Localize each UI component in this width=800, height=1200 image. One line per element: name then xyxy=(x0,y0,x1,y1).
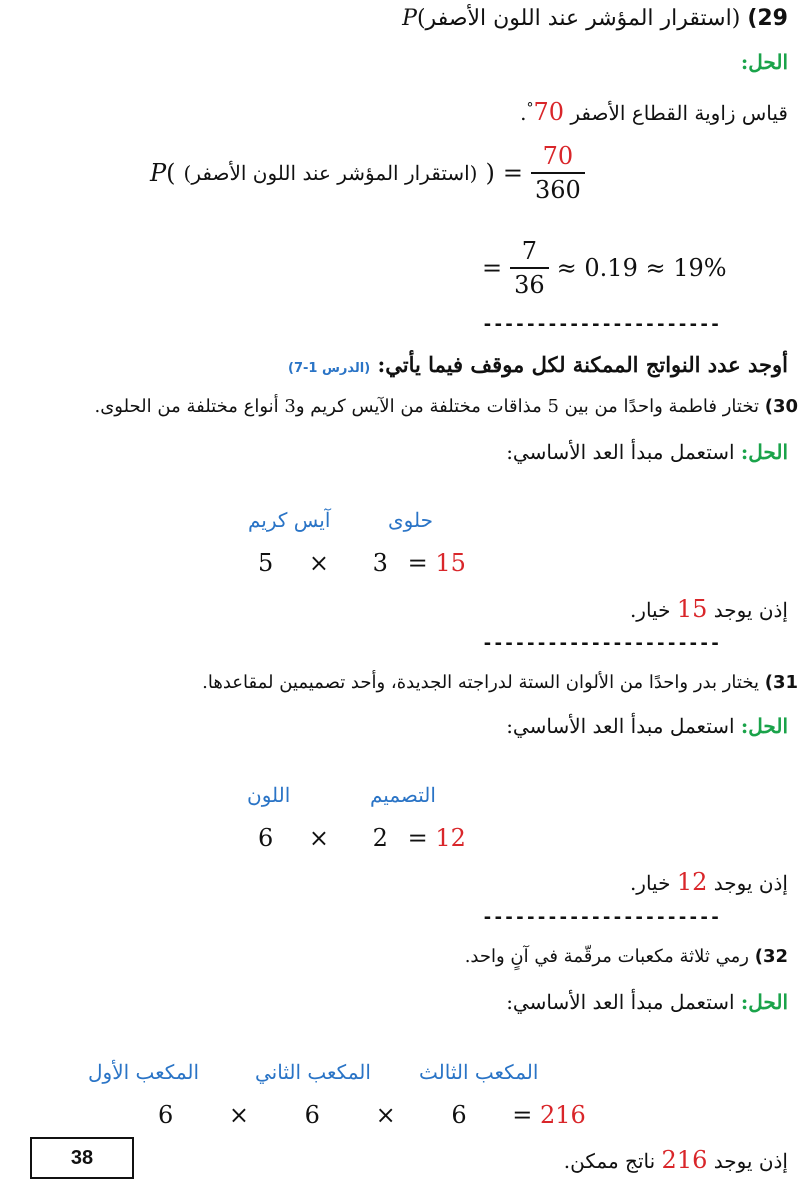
degree-symbol: ° xyxy=(526,100,534,117)
solution-line xyxy=(506,714,788,738)
problem-30-statement xyxy=(94,396,798,417)
solution-label: الحل: xyxy=(740,714,788,738)
times-sign: × xyxy=(308,824,330,852)
approximation: ≈ 0.19 ≈ 19% xyxy=(556,254,727,282)
result: 216 xyxy=(540,1101,586,1129)
label-design: التصميم xyxy=(370,783,436,807)
factor: 6 xyxy=(304,1101,320,1129)
equals-sign: = xyxy=(407,549,428,577)
factor: 3 xyxy=(372,549,388,577)
factor: 6 xyxy=(451,1101,467,1129)
solution-label: الحل: xyxy=(740,990,788,1014)
label-color: اللون xyxy=(247,783,291,807)
problem-text: رمي ثلاثة مكعبات مرقّمة في آنٍ واحد. xyxy=(464,946,749,967)
label-third-cube: المكعب الثالث xyxy=(419,1060,539,1084)
probability-equation-2 xyxy=(482,237,727,299)
factor: 2 xyxy=(372,824,388,852)
problem-number: 29) xyxy=(747,6,788,31)
separator: ---------------------- xyxy=(482,907,721,928)
counting-expression xyxy=(258,549,466,577)
conclusion: إذن يوجد 12 خيار. xyxy=(629,868,788,896)
label-second-cube: المكعب الثاني xyxy=(255,1060,371,1084)
numerator: 7 xyxy=(521,237,538,265)
problem-number: 32) xyxy=(754,946,788,967)
equals-sign: = xyxy=(407,824,428,852)
result: 15 xyxy=(676,595,708,623)
equals-sign: = xyxy=(512,1101,533,1129)
period: . xyxy=(520,101,527,125)
problem-text: يختار بدر واحدًا من الألوان الستة لدراجته الجديدة، وأحد تصميمين لمقاعدها. xyxy=(202,672,759,693)
separator: ---------------------- xyxy=(482,633,721,654)
counting-expression xyxy=(158,1101,586,1129)
problem-number: 31) xyxy=(764,672,798,693)
problem-31-statement xyxy=(202,672,798,693)
section-heading xyxy=(288,352,788,377)
label-ice-cream: آيس كريم xyxy=(248,508,331,532)
variable-p: P xyxy=(150,159,167,187)
fraction-70-360 xyxy=(531,142,585,204)
angle-line xyxy=(520,98,788,126)
result: 12 xyxy=(676,868,708,896)
factor: 6 xyxy=(258,824,274,852)
lesson-reference: (الدرس 1-7) xyxy=(288,361,371,376)
conclusion: إذن يوجد 216 ناتج ممكن. xyxy=(563,1146,788,1174)
solution-label: الحل: xyxy=(740,50,788,74)
heading-text: أوجد عدد النواتج الممكنة لكل موقف فيما يأتي: xyxy=(377,352,788,377)
times-sign: × xyxy=(375,1101,396,1129)
solution-label: الحل: xyxy=(740,440,788,464)
event-text: (استقرار المؤشر عند اللون الأصفر) xyxy=(183,161,478,185)
problem-32-statement xyxy=(465,946,788,967)
angle-text: قياس زاوية القطاع الأصفر xyxy=(570,101,788,125)
probability-equation-1: P( (استقرار المؤشر عند اللون الأصفر) ) = $\frac{70}{360}$ xyxy=(150,142,585,204)
problem-29-statement xyxy=(402,6,788,31)
label-first-cube: المكعب الأول xyxy=(88,1060,200,1084)
solution-line xyxy=(506,440,788,464)
solution-line xyxy=(506,990,788,1014)
times-sign: × xyxy=(228,1101,250,1129)
result: 216 xyxy=(661,1146,708,1174)
times-sign: × xyxy=(308,549,330,577)
equals-sign: = xyxy=(502,159,523,187)
label-candy: حلوى xyxy=(388,508,433,532)
equals-sign: = xyxy=(482,254,503,282)
factor: 6 xyxy=(158,1101,174,1129)
solution-text: استعمل مبدأ العد الأساسي: xyxy=(506,440,735,464)
numerator: 70 xyxy=(542,142,574,170)
factor: 5 xyxy=(258,549,274,577)
problem-number: 30) xyxy=(764,396,798,417)
result: 12 xyxy=(435,824,466,852)
result: 15 xyxy=(435,549,466,577)
solution-text: استعمل مبدأ العد الأساسي: xyxy=(506,990,735,1014)
problem-text: تختار فاطمة واحدًا من بين 5 مذاقات مختلفة من الآيس كريم و3 أنواع مختلفة من الحلوى. xyxy=(94,396,759,417)
fraction-7-36 xyxy=(510,237,549,299)
variable-p: P xyxy=(402,6,417,31)
denominator: 360 xyxy=(531,172,585,204)
denominator: 36 xyxy=(510,267,549,299)
problem-text: (استقرار المؤشر عند اللون الأصفر) xyxy=(416,6,741,31)
angle-value: 70 xyxy=(533,98,564,126)
page-number: 38 xyxy=(30,1137,134,1179)
counting-expression xyxy=(258,824,466,852)
solution-text: استعمل مبدأ العد الأساسي: xyxy=(506,714,735,738)
conclusion: إذن يوجد 15 خيار. xyxy=(629,595,788,623)
separator: ---------------------- xyxy=(482,314,721,335)
